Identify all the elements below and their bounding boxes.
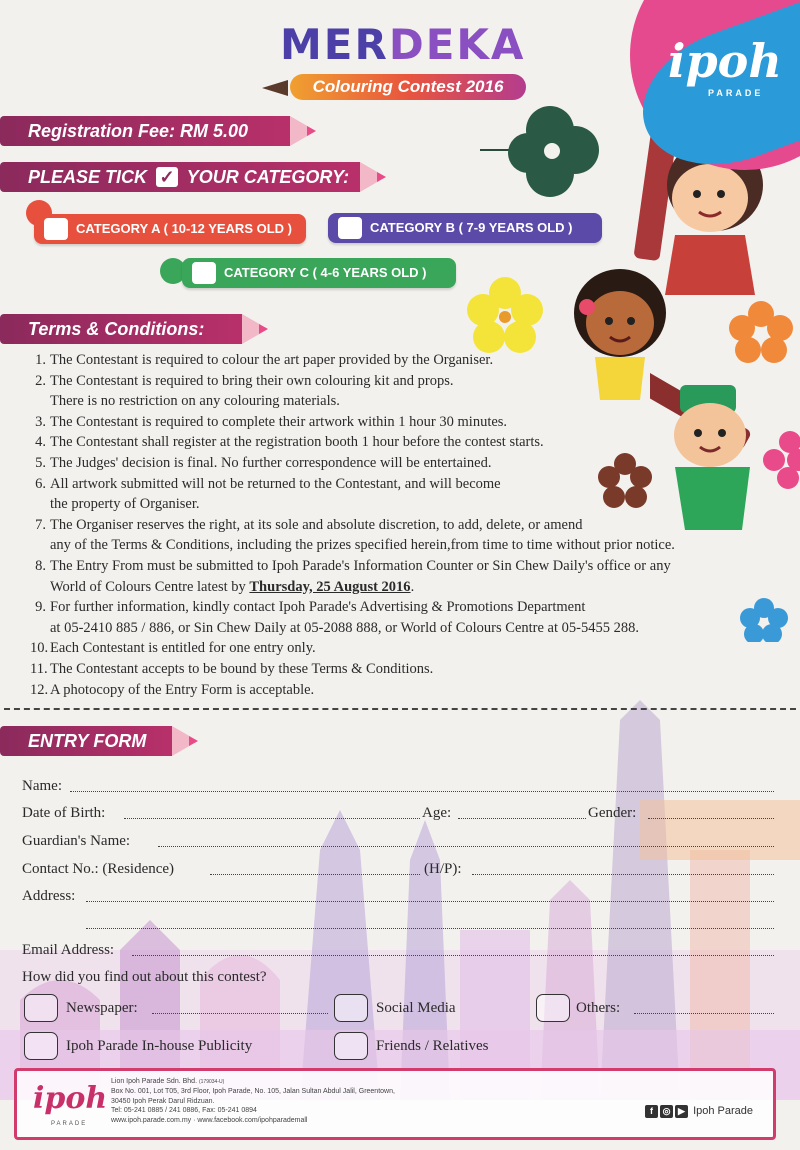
inhouse-checkbox[interactable] <box>24 1032 58 1060</box>
name-label: Name: <box>22 778 62 794</box>
clover-flower-illustration <box>480 95 620 205</box>
term-item: 1. The Contestant is required to colour the art paper provided by the Organiser. <box>35 352 494 368</box>
source-question: How did you find out about this contest? <box>22 969 267 985</box>
address-field-line1[interactable] <box>86 888 774 902</box>
term-item: 5. The Judges' decision is final. No further correspondence will be entertained. <box>35 454 492 471</box>
name-row <box>22 778 62 800</box>
guardian-field[interactable] <box>158 833 774 847</box>
others-checkbox[interactable] <box>536 994 570 1022</box>
friends-label: Friends / Relatives <box>376 1038 489 1054</box>
category-a-checkbox[interactable] <box>44 218 68 240</box>
footer-logo: ipoh <box>33 1081 108 1116</box>
address-field-line2[interactable] <box>86 915 774 929</box>
others-label: Others: <box>576 1000 621 1016</box>
footer-company-reg: (179034-U) <box>198 1079 225 1085</box>
title-part1: MER <box>280 20 389 69</box>
pencil-lead <box>259 324 268 334</box>
entry-form-heading: ENTRY FORM <box>28 731 147 751</box>
hibiscus-yellow-illustration <box>465 275 545 355</box>
dob-row <box>22 805 105 827</box>
category-b-checkbox[interactable] <box>338 217 362 239</box>
contact-row <box>22 861 174 883</box>
category-a-option[interactable] <box>34 214 306 244</box>
guardian-row <box>22 833 130 855</box>
entry-form-heading-banner <box>0 726 172 756</box>
submission-deadline: Thursday, 25 August 2016 <box>249 578 411 595</box>
name-field[interactable] <box>70 778 774 792</box>
hp-label: (H/P): <box>424 861 462 877</box>
term-item: 2. The Contestant is required to bring their own colouring kit and props. There is no restriction on any colouring materials. <box>35 372 454 410</box>
term-item: 6. All artwork submitted will not be returned to the Contestant, and will become the property of Organiser. <box>35 475 501 513</box>
age-field[interactable] <box>458 805 586 819</box>
address-label: Address: <box>22 888 76 904</box>
category-b-option[interactable] <box>328 213 602 243</box>
footer-logo-sub: PARADE <box>51 1121 88 1127</box>
subtitle-pencil-tip <box>262 80 288 96</box>
title-part2: DEKA <box>388 20 526 69</box>
age-label: Age: <box>422 805 452 821</box>
terms-heading-banner <box>0 314 242 344</box>
dob-label: Date of Birth: <box>22 805 106 821</box>
friends-checkbox[interactable] <box>334 1032 368 1060</box>
category-c-option[interactable] <box>182 258 456 288</box>
email-label: Email Address: <box>22 942 115 958</box>
contact-label: Contact No.: (Residence) <box>22 861 175 877</box>
term-item: 8. The Entry From must be submitted to Ipoh Parade's Information Counter or Sin Chew Daily's office or any World of Colours Centre latest by Thursday, 25 August 2016. <box>35 557 671 595</box>
category-c-label: CATEGORY C ( 4-6 YEARS OLD ) <box>224 265 427 280</box>
category-b-label: CATEGORY B ( 7-9 YEARS OLD ) <box>370 220 573 235</box>
others-field[interactable] <box>634 1000 774 1014</box>
contest-subtitle: Colouring Contest 2016 <box>290 74 526 100</box>
category-heading-left: PLEASE TICK <box>28 167 148 187</box>
footer-social <box>645 1105 753 1118</box>
contest-title <box>280 20 525 69</box>
terms-heading: Terms & Conditions: <box>28 319 205 339</box>
newspaper-label: Newspaper: <box>66 1000 138 1016</box>
term-item: 4. The Contestant shall register at the registration booth 1 hour before the contest starts. <box>35 434 544 451</box>
term-item: 12. A photocopy of the Entry Form is acceptable. <box>30 681 315 698</box>
term-item: 7. The Organiser reserves the right, at its sole and absolute discretion, to add, delete, or amend any of the Terms & Conditions, including the prizes specified herein,from time to time without prior notice. <box>35 516 675 554</box>
pencil-lead <box>189 736 198 746</box>
contact-hp-field[interactable] <box>472 861 774 875</box>
category-heading-banner <box>0 162 360 192</box>
email-row <box>22 942 114 964</box>
cut-line-divider <box>4 708 796 710</box>
social-media-label: Social Media <box>376 1000 456 1016</box>
footer-address2: 30450 Ipoh Perak Darul Ridzuan. <box>111 1097 215 1105</box>
email-field[interactable] <box>132 942 774 956</box>
gender-label: Gender: <box>588 805 637 821</box>
term-item: 10. Each Contestant is entitled for one entry only. <box>30 640 316 657</box>
registration-fee-banner <box>0 116 290 146</box>
gender-field[interactable] <box>648 805 774 819</box>
footer-box <box>14 1068 776 1140</box>
footer-social-label: Ipoh Parade <box>693 1105 753 1117</box>
term-item: 11. The Contestant accepts to be bound by these Terms & Conditions. <box>30 660 434 677</box>
term-item: 9. For further information, kindly contact Ipoh Parade's Advertising & Promotions Department at 05-2410 885 / 886, or Sin Chew Daily at 05-2088 888, or World of Colours Centre at 05-5455 288. <box>35 599 639 636</box>
social-media-checkbox[interactable] <box>334 994 368 1022</box>
registration-fee-text: Registration Fee: RM 5.00 <box>28 121 249 141</box>
footer-web: www.ipoh.parade.com.my · www.facebook.com/ipohparademall <box>111 1116 308 1124</box>
pencil-lead <box>307 126 316 136</box>
youtube-icon[interactable]: ▶ <box>675 1105 688 1118</box>
category-c-checkbox[interactable] <box>192 262 216 284</box>
category-heading-right: YOUR CATEGORY: <box>186 167 350 187</box>
footer-company: Lion Ipoh Parade Sdn. Bhd. <box>111 1078 198 1085</box>
ipoh-parade-logo-sub: PARADE <box>708 88 764 98</box>
terms-list <box>30 350 770 700</box>
footer-address1: Box No. 001, Lot T05, 3rd Floor, Ipoh Parade, No. 105, Jalan Sultan Abdul Jalil, Greentown, <box>111 1088 395 1096</box>
inhouse-label: Ipoh Parade In-house Publicity <box>66 1038 253 1054</box>
checkmark-icon: ✓ <box>156 167 178 187</box>
footer-phone: Tel: 05-241 0885 / 241 0886, Fax: 05-241 0894 <box>111 1107 257 1115</box>
term-item: 3. The Contestant is required to complete their artwork within 1 hour 30 minutes. <box>35 413 508 430</box>
facebook-icon[interactable]: f <box>645 1105 658 1118</box>
pencil-lead <box>377 172 386 182</box>
newspaper-field[interactable] <box>152 1000 328 1014</box>
newspaper-checkbox[interactable] <box>24 994 58 1022</box>
footer-contact-info <box>111 1077 395 1125</box>
category-a-label: CATEGORY A ( 10-12 YEARS OLD ) <box>76 221 292 236</box>
guardian-label: Guardian's Name: <box>22 833 131 849</box>
dob-field[interactable] <box>124 805 420 819</box>
instagram-icon[interactable]: ◎ <box>660 1105 673 1118</box>
ipoh-parade-logo: ipoh <box>668 34 782 88</box>
address-row <box>22 888 75 910</box>
contact-residence-field[interactable] <box>210 861 420 875</box>
